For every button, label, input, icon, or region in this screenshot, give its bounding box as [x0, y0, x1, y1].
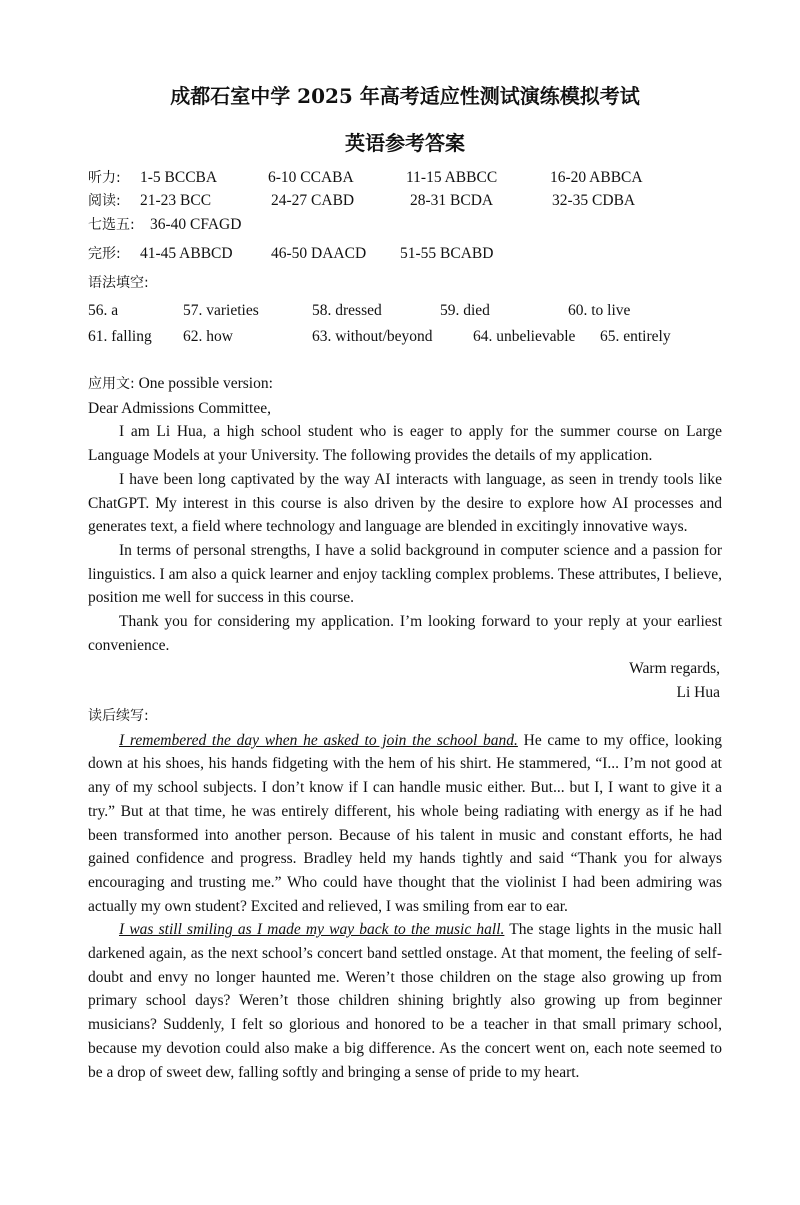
story-lead-sentence: I was still smiling as I made my way back to the music hall.	[119, 921, 505, 939]
letter-paragraph: I have been long captivated by the way AI interacts with language, as seen in trendy tools like ChatGPT. My interest in this course is also driven by the desire to explore how AI processes and generates text, a field where technology and language are blended in excitingly innovative ways.	[88, 470, 722, 536]
page-title: 成都石室中学 2025 年高考适应性测试演练模拟考试	[170, 84, 640, 108]
answer-group: 24-27 CABD	[271, 192, 355, 209]
page-subtitle: 英语参考答案	[345, 131, 465, 155]
letter-closing: Warm regards,	[629, 660, 720, 678]
cloze-label: 完形:	[88, 246, 121, 262]
answer-group: 32-35 CDBA	[552, 192, 636, 209]
salutation: Dear Admissions Committee,	[88, 399, 271, 417]
grammar-answer: 58. dressed	[312, 302, 382, 319]
grammar-answer: 65. entirely	[600, 328, 671, 345]
answer-group: 16-20 ABBCA	[550, 169, 643, 186]
answer-group: 41-45 ABBCD	[140, 245, 233, 262]
continuation-writing	[88, 705, 722, 1084]
story-lead-sentence: I remembered the day when he asked to join the school band.	[119, 731, 518, 749]
grammar-answer: 57. varieties	[183, 302, 259, 319]
continuation-label: 读后续写:	[88, 708, 149, 724]
answer-group: 36-40 CFAGD	[150, 216, 242, 233]
answer-group: 51-55 BCABD	[400, 245, 494, 262]
letter-paragraph: Thank you for considering my application. I’m looking forward to your reply at your earliest convenience.	[88, 613, 722, 654]
practical-writing	[88, 372, 722, 705]
answer-group: 1-5 BCCBA	[140, 169, 218, 186]
story-body: The stage lights in the music hall darkened again, as the next school’s concert band settled onstage. At that moment, the feeling of self-doubt and envy no longer haunted me. Weren’t those children on the stage also growing up from primary school days? Weren’t those children shining brightly also growing up from beginner musicians? Suddenly, I felt so glorious and honored to be a teacher in that small primary school, because my devotion could also make a big difference. As the concert went on, each note seemed to be a drop of sweet dew, falling softly and bringing a sense of pride to my heart.	[88, 921, 722, 1081]
seven-choice-label: 七选五:	[88, 217, 135, 233]
story-paragraph	[88, 729, 722, 919]
answer-group: 11-15 ABBCC	[406, 169, 498, 186]
practical-writing-label: 应用文:	[88, 376, 135, 392]
answer-group: 46-50 DAACD	[271, 245, 367, 262]
practical-writing-intro: One possible version:	[134, 375, 273, 392]
grammar-answer: 63. without/beyond	[312, 328, 433, 345]
grammar-answer: 64. unbelievable	[473, 328, 576, 345]
letter-paragraph: I am Li Hua, a high school student who is eager to apply for the summer course on Large Language Models at your University. The following provides the details of my application.	[88, 423, 722, 465]
answer-group: 21-23 BCC	[140, 192, 212, 209]
reading-label: 阅读:	[88, 193, 121, 209]
grammar-answer: 61. falling	[88, 328, 152, 345]
listening-label: 听力:	[88, 170, 121, 186]
grammar-answer: 59. died	[440, 302, 490, 319]
grammar-answer: 56. a	[88, 302, 119, 319]
answer-group: 28-31 BCDA	[410, 192, 494, 209]
letter-signature: Li Hua	[676, 684, 720, 702]
grammar-label: 语法填空:	[88, 275, 149, 291]
letter-paragraph: In terms of personal strengths, I have a solid background in computer science and a passion for linguistics. I am also a quick learner and enjoy tackling complex problems. These attributes, I believe, position me well for success in this course.	[88, 541, 722, 607]
story-body: He came to my office, looking down at his shoes, his hands fidgeting with the hem of his shirt. He stammered, “I... I’m not good at any of my school subjects. I don’t know if I can handle music either. But... but I, I want to give it a try.” But at that time, he was entirely different, his whole being radiating with energy as if he had been transformed into another person. Because of his talent in music and constant efforts, he had gained confidence and progress. Bradley held my hands tightly and said “Thank you for always encouraging and trusting me.” Who could have thought that the violinist I had been admiring was actually my own student? Excited and relieved, I was smiling from ear to ear.	[88, 731, 723, 915]
story-paragraph	[88, 918, 722, 1084]
grammar-answer: 62. how	[183, 328, 233, 345]
answer-group: 6-10 CCABA	[268, 169, 354, 186]
grammar-answer: 60. to live	[568, 302, 631, 319]
